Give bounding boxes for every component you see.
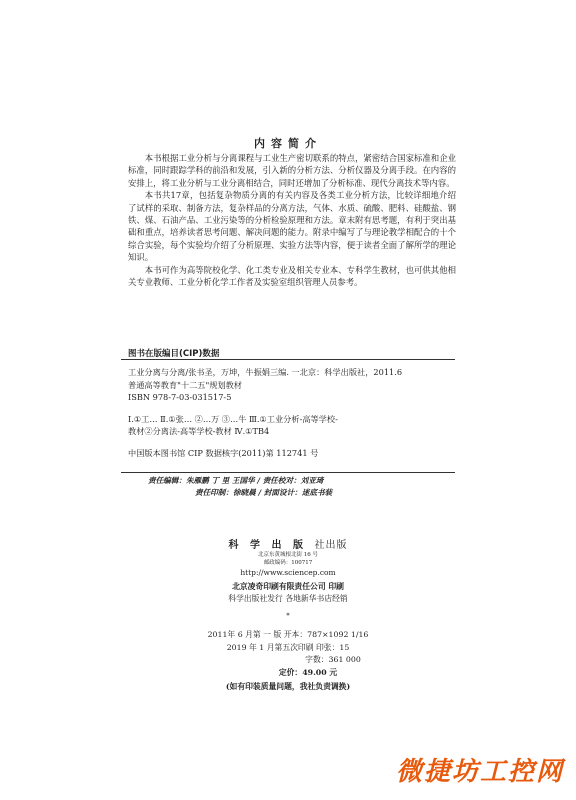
quality-notice: (如有印装质量问题，我社负责调换) [225,682,351,691]
publisher-url: http://www.sciencep.com [240,568,336,577]
printing-sheets: 2019 年 1 月第五次印刷 印张：15 [226,642,350,652]
editor-credits: 责任编辑：朱雁鹏 丁 里 王国华 / 责任校对：刘亚琦 [148,476,324,485]
publisher-name-logo: 科 学 出 版 [228,540,307,551]
credits-divider [121,472,455,473]
cip-title-line: 工业分离与分离/张书圣，万坤，牛振娟三编. 一北京：科学出版社，2011.6 [128,367,403,377]
publisher-name [0,541,576,551]
intro-title: 内容简介 [254,137,322,150]
publisher-address: 北京东黄城根北街 16 号 [258,552,318,558]
edition-info [0,629,576,694]
cip-divider [121,359,455,360]
intro-paragraph: 本书根据工业分析与分离课程与工业生产密切联系的特点，紧密结合国家标准和企业标准，同时跟踪学科的前沿和发展，引入新的分析方法、分析仪器及分离手段。在内容的安排上，将工业分析与工业分离相结合，同时还增加了分析标准、现代分离技术等内容。 [128,153,456,188]
cip-heading: 图书在版编目(CIP)数据 [128,349,220,359]
publisher-name-suffix: 社出版 [314,540,348,551]
watermark-logo: 微捷坊工控网 [395,757,564,787]
production-credits: 责任印制：徐晓晨 / 封面设计：迷底书装 [195,488,333,497]
cip-record [128,366,453,460]
intro-paragraph: 本书共17章，包括复杂物质分离的有关内容及各类工业分析方法，比较详细地介绍了试样的采取、制备方法，复杂样品的分离方法，气体、水质、硫酸、肥料、硅酸盐、钢铁、煤、石油产品、工业污染等的分析检验原理和方法。章末附有思考题，有利于突出基础和重点，培养读者思考问题、解决问题的能力。附录中编写了与理论教学相配合的十个综合实验，每个实验均介绍了分析原理、实验方法等内容，便于读者全面了解所学的理论知识。 [128,190,456,263]
printer-line: 北京凌奇印刷有限责任公司 印刷 [232,582,344,591]
intro-body [128,152,456,288]
publisher-postcode: 邮政编码：100717 [263,560,313,566]
distribution-line: 科学出版社发行 各地新华书店经销 [228,594,348,603]
cip-series-line: 普通高等教育"十二五"规划教材 [128,379,242,390]
cip-subject-line-2: 教材②分离法-高等学校-教材 Ⅳ.①TB4 [128,426,270,437]
separator-asterisk: * [286,612,290,620]
price: 定价：49.00 元 [278,667,338,677]
edition-date-format: 2011年 6 月第 一 版 开本：787×1092 1/16 [207,630,369,639]
intro-paragraph: 本书可作为高等院校化学、化工类专业及相关专业本、专科学生教材，也可供其他相关专业教师、工业分析化学工作者及实验室组织管理人员参考。 [128,264,456,288]
cip-isbn-line: ISBN 978-7-03-031517-5 [128,392,232,403]
cip-record-number: 中国版本图书馆 CIP 数据核字(2011)第 112741 号 [128,447,319,458]
publisher-block [0,541,576,622]
word-count: 字数：361 000 [305,655,361,664]
credits [128,475,453,499]
cip-subject-line: Ⅰ.①工… Ⅱ.①张… ②…万 ③…牛 Ⅲ.①工业分析-高等学校- [128,413,338,424]
